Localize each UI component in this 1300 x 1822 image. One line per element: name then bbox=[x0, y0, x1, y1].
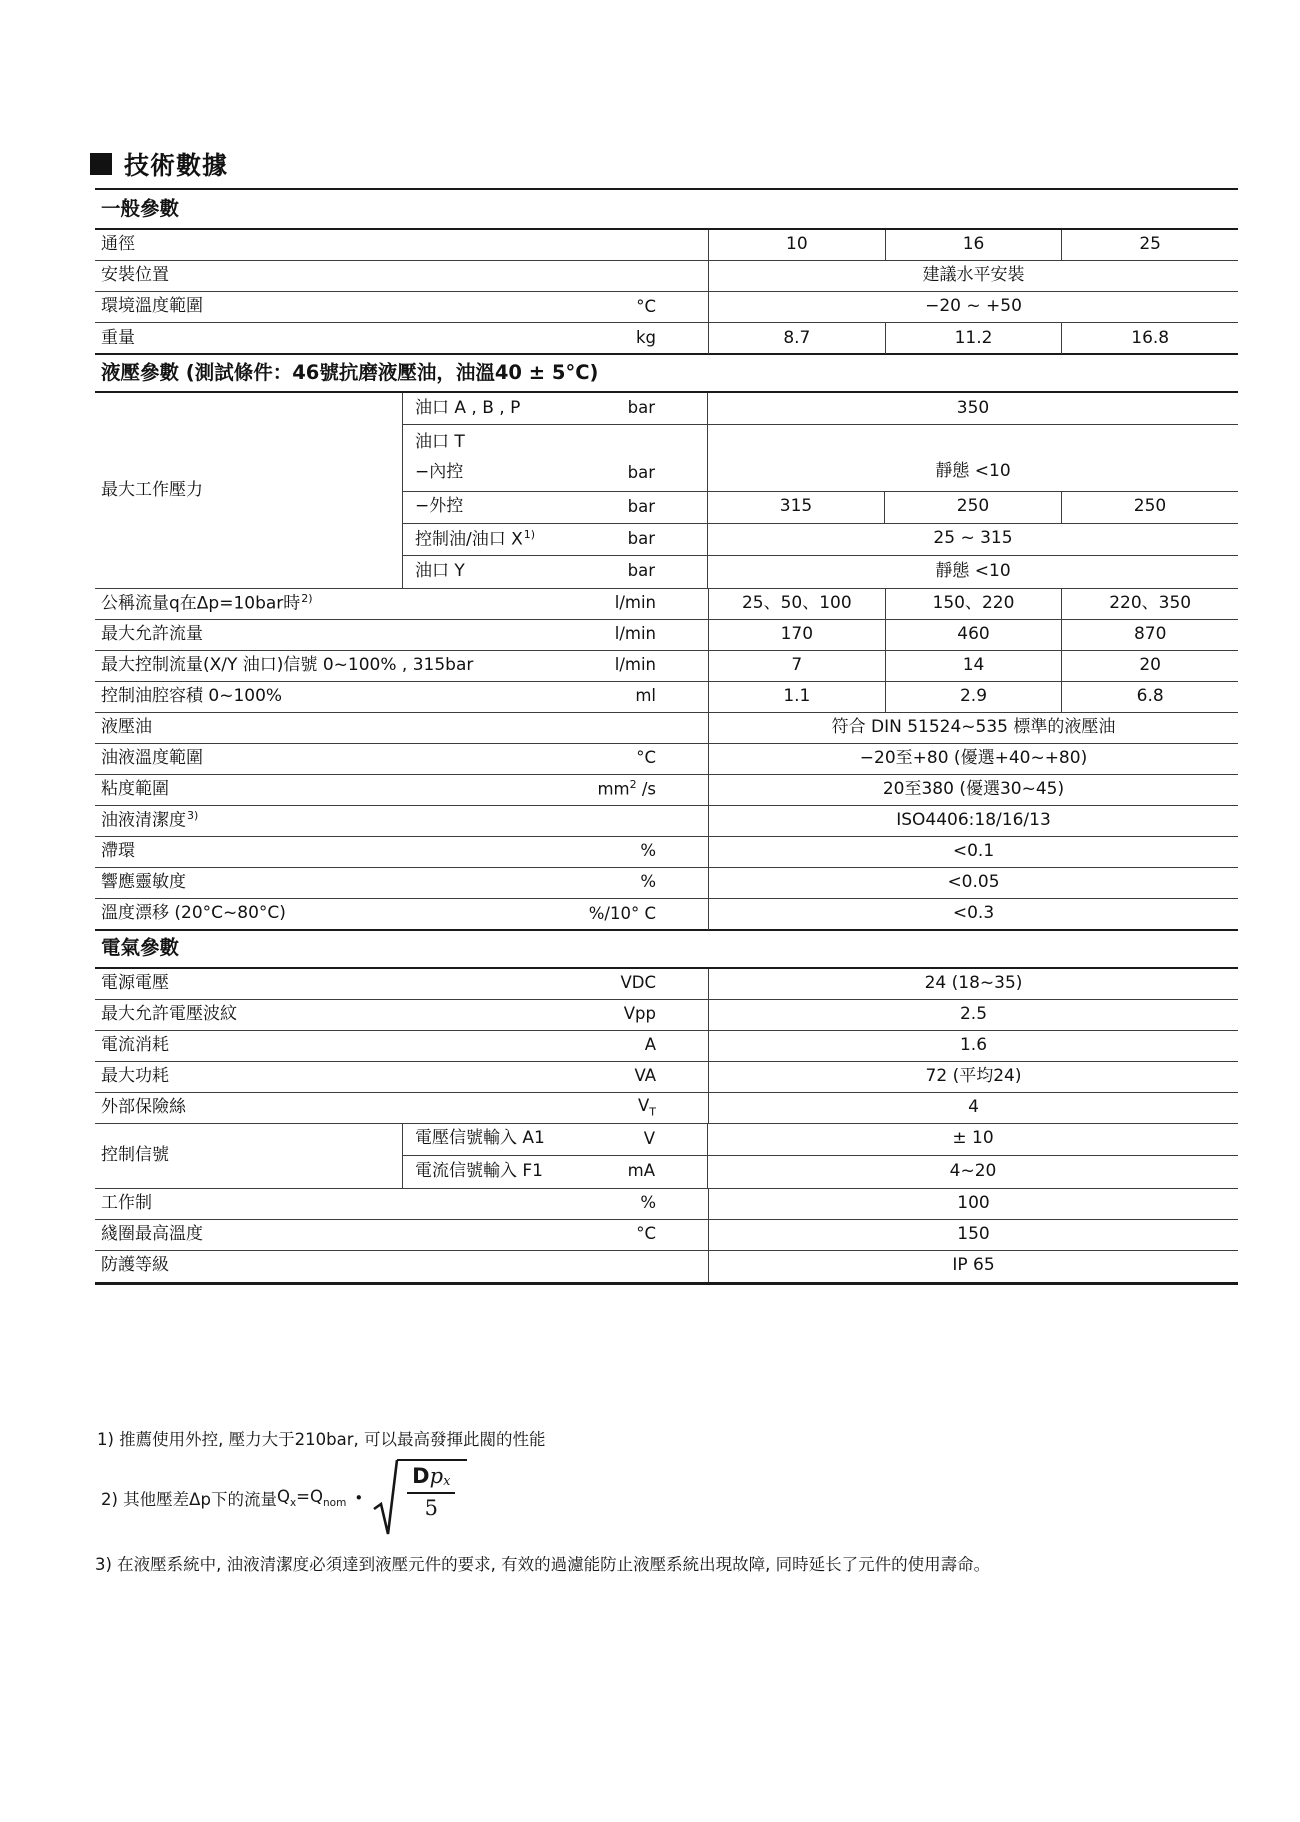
value-cell-span: 2.5 bbox=[959, 1003, 988, 1024]
row-unit: bar bbox=[627, 528, 655, 548]
table-row bbox=[95, 261, 1238, 292]
row-label-cell bbox=[95, 651, 708, 681]
value-cell-span: ± 10 bbox=[952, 1128, 994, 1149]
row-label-text: 綫圈最高溫度 bbox=[101, 1223, 203, 1244]
row-label bbox=[101, 1224, 203, 1245]
row-label-text: 油口 T bbox=[415, 432, 465, 452]
value-cell-span: −20 ~ +50 bbox=[925, 296, 1022, 317]
row-label-cell bbox=[95, 868, 708, 898]
row-label bbox=[101, 779, 169, 800]
value-cell: 220、350 bbox=[1061, 589, 1238, 619]
row-label-cell bbox=[95, 682, 708, 712]
value-cell: 150、220 bbox=[885, 589, 1062, 619]
row-label-cell bbox=[95, 1251, 708, 1282]
table-subrow bbox=[403, 524, 1238, 556]
row-values bbox=[708, 713, 1238, 743]
row-values bbox=[707, 1156, 1238, 1188]
subrow-label-cell bbox=[403, 556, 707, 588]
row-label-text: 電流信號輸入 F1 bbox=[415, 1160, 543, 1181]
fraction-numerator: D p x bbox=[407, 1464, 455, 1494]
row-unit: bar bbox=[627, 561, 655, 581]
value-cell-span: 150 bbox=[957, 1223, 990, 1244]
table-row bbox=[95, 899, 1238, 930]
subrow-label-cell bbox=[403, 1124, 707, 1155]
square-root-formula bbox=[373, 1457, 467, 1539]
row-label-text: 公稱流量q在Δp=10bar時 bbox=[101, 593, 301, 614]
table-subrow bbox=[403, 1124, 1238, 1156]
value-cell: 2.9 bbox=[885, 682, 1062, 712]
row-label bbox=[101, 1193, 152, 1214]
footnote-1: 1) 推薦使用外控, 壓力大于210bar, 可以最高發揮此閥的性能 bbox=[97, 1430, 546, 1449]
section-header bbox=[95, 190, 1238, 230]
row-values bbox=[707, 425, 1238, 491]
row-unit: A bbox=[644, 1035, 656, 1055]
row-label bbox=[101, 655, 473, 676]
row-label-cell bbox=[95, 1093, 708, 1123]
value-cell-span: ISO4406:18/16/13 bbox=[896, 809, 1051, 830]
value-cell: 1.1 bbox=[783, 685, 811, 706]
row-label-cell bbox=[95, 589, 708, 619]
row-label-text: 液壓油 bbox=[101, 716, 152, 737]
row-label-text: 最大允許流量 bbox=[101, 623, 203, 644]
value-cell: 7 bbox=[791, 654, 803, 675]
row-values bbox=[707, 556, 1238, 588]
row-label-text: 溫度漂移 (20°C~80°C) bbox=[101, 903, 286, 924]
row-values bbox=[708, 1251, 1238, 1282]
row-label-text: 控制油/油口 X bbox=[415, 529, 523, 550]
section-header bbox=[95, 353, 1238, 393]
value-cell-span: 20至380 (優選30~45) bbox=[882, 778, 1065, 799]
row-label-text: 油口 A , B , P bbox=[415, 397, 521, 418]
row-values bbox=[708, 230, 1238, 260]
section-header-text: 一般參數 bbox=[101, 196, 180, 220]
row-label-cell bbox=[95, 969, 708, 999]
subrow-label-cell bbox=[403, 393, 707, 424]
row-values bbox=[707, 393, 1238, 424]
row-values bbox=[708, 868, 1238, 898]
row-unit: bar bbox=[627, 398, 655, 418]
row-label-text: 最大功耗 bbox=[101, 1065, 169, 1086]
row-label-cell bbox=[95, 323, 708, 354]
row-label-cell bbox=[95, 744, 708, 774]
subrow-label-cell bbox=[403, 492, 707, 523]
subrow-label-cell bbox=[403, 425, 707, 491]
row-label-cell bbox=[95, 292, 708, 322]
row-values bbox=[708, 969, 1238, 999]
page-title-text: 技術數據 bbox=[124, 151, 229, 180]
flow-formula-lhs: $Q_x=Q_{nom}$ bbox=[276, 1487, 347, 1509]
value-cell-span: 符合 DIN 51524~535 標準的液壓油 bbox=[831, 716, 1116, 737]
row-values bbox=[708, 744, 1238, 774]
row-unit: VDC bbox=[620, 973, 656, 993]
row-label bbox=[101, 1035, 169, 1056]
row-unit: % bbox=[640, 872, 656, 892]
multiply-dot: • bbox=[354, 1489, 364, 1507]
value-cell: 16 bbox=[885, 230, 1062, 260]
row-label-text: 安裝位置 bbox=[101, 265, 169, 286]
section-header-text: 電氣參數 bbox=[101, 936, 180, 960]
row-values bbox=[708, 261, 1238, 291]
row-unit: $mm^2$ /s bbox=[597, 778, 656, 799]
value-cell-span: 25 ~ 315 bbox=[933, 528, 1013, 549]
row-label-text: 油液清潔度 bbox=[101, 810, 186, 831]
row-label bbox=[101, 234, 135, 255]
value-cell-span: 靜態 <10 bbox=[935, 560, 1011, 581]
row-label bbox=[101, 265, 169, 286]
value-cell: 250 bbox=[884, 492, 1061, 523]
group-label-text: 最大工作壓力 bbox=[101, 479, 203, 500]
row-label bbox=[101, 809, 198, 832]
row-label bbox=[101, 1066, 169, 1087]
value-cell-span: 4~20 bbox=[949, 1160, 997, 1181]
row-label bbox=[415, 398, 520, 419]
row-values bbox=[708, 1189, 1238, 1219]
table-row bbox=[95, 620, 1238, 651]
footnote-ref: 1) bbox=[523, 527, 536, 541]
page-title bbox=[90, 146, 228, 182]
subrow-label-line bbox=[415, 432, 655, 453]
group-label-cell bbox=[95, 393, 403, 588]
table-row bbox=[95, 230, 1238, 261]
subrow-label-line bbox=[415, 462, 655, 483]
table-row bbox=[95, 868, 1238, 899]
table-subrow bbox=[403, 556, 1238, 588]
row-label bbox=[415, 1161, 543, 1182]
value-cell-span: 1.6 bbox=[959, 1034, 988, 1055]
table-group-row bbox=[95, 1124, 1238, 1189]
value-cell-span: IP 65 bbox=[952, 1255, 995, 1276]
table-row bbox=[95, 806, 1238, 837]
subrow-label-cell bbox=[403, 1156, 707, 1188]
technical-data-table bbox=[95, 188, 1238, 1285]
row-values bbox=[708, 1093, 1238, 1123]
row-values bbox=[708, 651, 1238, 681]
footnote-2-text: 2) 其他壓差Δp下的流量 bbox=[101, 1490, 277, 1509]
row-unit: l/min bbox=[614, 593, 656, 613]
value-cell: 25 bbox=[1061, 230, 1238, 260]
row-label-text: 工作制 bbox=[101, 1192, 152, 1213]
value-cell-span: <0.05 bbox=[947, 871, 1000, 892]
row-values bbox=[708, 323, 1238, 354]
row-label bbox=[101, 1097, 186, 1118]
row-label-cell bbox=[95, 1031, 708, 1061]
row-label-cell bbox=[95, 1062, 708, 1092]
row-label-cell bbox=[95, 620, 708, 650]
row-label-cell bbox=[95, 230, 708, 260]
row-label-text: 環境溫度範圍 bbox=[101, 296, 203, 317]
table-row bbox=[95, 323, 1238, 354]
row-unit: ml bbox=[635, 686, 656, 706]
table-row bbox=[95, 744, 1238, 775]
row-unit: VA bbox=[634, 1066, 656, 1086]
table-row bbox=[95, 1093, 1238, 1124]
row-values bbox=[707, 492, 1238, 523]
section-header-text: 液壓參數 (測試條件：46號抗磨液壓油，油溫40 ± 5°C) bbox=[101, 360, 599, 384]
row-label bbox=[101, 841, 135, 862]
group-label-cell bbox=[95, 1124, 403, 1188]
row-unit: bar bbox=[627, 496, 655, 516]
table-subrow bbox=[403, 425, 1238, 492]
row-unit: Vpp bbox=[623, 1004, 656, 1024]
value-cell: 870 bbox=[1061, 620, 1238, 650]
table-row bbox=[95, 292, 1238, 323]
value-cell: 10 bbox=[786, 234, 808, 255]
section-header bbox=[95, 929, 1238, 969]
row-label-cell bbox=[95, 775, 708, 805]
group-subrows bbox=[403, 1124, 1238, 1188]
value-cell-span: <0.3 bbox=[952, 903, 995, 924]
radical-sign-icon bbox=[373, 1457, 399, 1539]
value-cell: 250 bbox=[1061, 492, 1238, 523]
row-label bbox=[101, 903, 286, 924]
table-subrow bbox=[403, 393, 1238, 425]
row-unit: °C bbox=[636, 296, 656, 316]
group-subrows bbox=[403, 393, 1238, 588]
footnote-3: 3) 在液壓系統中, 油液清潔度必須達到液壓元件的要求, 有效的過濾能防止液壓系統出現故障, 同時延长了元件的使用壽命。 bbox=[95, 1555, 991, 1574]
value-cell: 14 bbox=[885, 651, 1062, 681]
value-cell-span: 72 (平均24) bbox=[925, 1065, 1022, 1086]
row-values bbox=[708, 682, 1238, 712]
value-cell-span: 4 bbox=[968, 1096, 979, 1117]
value-cell: 460 bbox=[885, 620, 1062, 650]
row-values bbox=[707, 1124, 1238, 1155]
row-label-text: 電源電壓 bbox=[101, 972, 169, 993]
table-row bbox=[95, 651, 1238, 682]
row-label-cell bbox=[95, 1220, 708, 1250]
row-label-cell bbox=[95, 806, 708, 836]
row-label bbox=[415, 496, 463, 517]
row-label bbox=[101, 717, 152, 738]
row-values bbox=[708, 775, 1238, 805]
row-values bbox=[708, 292, 1238, 322]
table-group-row bbox=[95, 393, 1238, 589]
row-unit: mA bbox=[627, 1161, 655, 1181]
row-values bbox=[708, 1062, 1238, 1092]
row-label-text: 電流消耗 bbox=[101, 1034, 169, 1055]
value-cell-span: 靜態 <10 bbox=[935, 461, 1011, 482]
table-row bbox=[95, 1189, 1238, 1220]
row-unit: V bbox=[643, 1128, 655, 1148]
footnote-2 bbox=[101, 1458, 467, 1538]
row-label bbox=[415, 561, 465, 582]
table-row bbox=[95, 1062, 1238, 1093]
row-label-text: 控制油腔容積 0~100% bbox=[101, 685, 283, 706]
value-cell: 25、50、100 bbox=[741, 592, 852, 613]
fraction-denominator: 5 bbox=[424, 1496, 438, 1520]
row-unit: °C bbox=[636, 1224, 656, 1244]
row-label-cell bbox=[95, 1000, 708, 1030]
row-unit: %/10° C bbox=[588, 903, 656, 923]
value-cell: 6.8 bbox=[1061, 682, 1238, 712]
fraction bbox=[397, 1459, 467, 1520]
row-label-text: 電壓信號輸入 A1 bbox=[415, 1128, 545, 1149]
footnote-ref: 2) bbox=[301, 592, 313, 606]
subrow-label-cell bbox=[403, 524, 707, 555]
value-cell: 16.8 bbox=[1061, 323, 1238, 354]
row-unit: $V_T$ bbox=[637, 1095, 656, 1119]
row-unit: l/min bbox=[614, 655, 656, 675]
row-unit: bar bbox=[627, 462, 655, 482]
table-row bbox=[95, 1000, 1238, 1031]
row-label bbox=[415, 528, 535, 551]
row-unit: % bbox=[640, 1193, 656, 1213]
group-label-text: 控制信號 bbox=[101, 1144, 169, 1165]
row-label-text: 油液溫度範圍 bbox=[101, 747, 203, 768]
value-cell: 11.2 bbox=[885, 323, 1062, 354]
row-label-text: 粘度範圍 bbox=[101, 778, 169, 799]
table-row bbox=[95, 837, 1238, 868]
value-cell: 8.7 bbox=[783, 327, 811, 348]
row-label-text: 重量 bbox=[101, 327, 135, 348]
row-label-cell bbox=[95, 837, 708, 867]
row-label bbox=[101, 973, 169, 994]
value-cell-span: 建議水平安裝 bbox=[922, 265, 1025, 286]
table-row bbox=[95, 713, 1238, 744]
row-label-text: 最大控制流量(X/Y 油口)信號 0~100% , 315bar bbox=[101, 654, 474, 675]
row-label bbox=[101, 328, 135, 349]
row-label-text: 外部保險絲 bbox=[101, 1096, 186, 1117]
row-unit: °C bbox=[636, 748, 656, 768]
row-values bbox=[708, 620, 1238, 650]
row-label-cell bbox=[95, 1189, 708, 1219]
row-label bbox=[101, 872, 186, 893]
table-row bbox=[95, 1251, 1238, 1282]
table-row bbox=[95, 589, 1238, 620]
row-label-cell bbox=[95, 261, 708, 291]
row-label-text: 防護等級 bbox=[101, 1255, 169, 1276]
row-label bbox=[101, 592, 313, 615]
value-cell: 20 bbox=[1061, 651, 1238, 681]
row-values bbox=[708, 806, 1238, 836]
value-cell: 170 bbox=[780, 623, 814, 644]
row-values bbox=[708, 837, 1238, 867]
table-subrow bbox=[403, 1156, 1238, 1188]
row-unit: l/min bbox=[614, 624, 656, 644]
row-unit: kg bbox=[635, 328, 656, 348]
row-label bbox=[101, 686, 282, 707]
row-label-text: 滯環 bbox=[101, 840, 135, 861]
row-values bbox=[708, 1220, 1238, 1250]
value-cell-span: 100 bbox=[957, 1192, 990, 1213]
row-unit: % bbox=[640, 841, 656, 861]
row-label bbox=[101, 296, 203, 317]
table-subrow bbox=[403, 492, 1238, 524]
row-label bbox=[101, 1004, 237, 1025]
value-cell: 315 bbox=[779, 496, 813, 517]
row-label-cell bbox=[95, 899, 708, 930]
row-label-text: −外控 bbox=[415, 496, 464, 517]
title-square-icon bbox=[90, 153, 112, 175]
value-cell-span: 24 (18~35) bbox=[924, 972, 1023, 993]
row-values bbox=[708, 589, 1238, 619]
row-label-text: 響應靈敏度 bbox=[101, 871, 186, 892]
row-values bbox=[708, 1000, 1238, 1030]
table-row bbox=[95, 682, 1238, 713]
row-values bbox=[708, 1031, 1238, 1061]
row-label-cell bbox=[95, 713, 708, 743]
table-row bbox=[95, 969, 1238, 1000]
row-label-text: −內控 bbox=[415, 462, 464, 483]
row-label-text: 油口 Y bbox=[415, 560, 465, 581]
row-label-text: 最大允許電壓波紋 bbox=[101, 1003, 237, 1024]
table-row bbox=[95, 1031, 1238, 1062]
row-label bbox=[101, 1255, 169, 1276]
value-cell-span: −20至+80 (優選+40~+80) bbox=[859, 747, 1088, 768]
row-values bbox=[708, 899, 1238, 930]
table-row bbox=[95, 1220, 1238, 1251]
row-label bbox=[415, 1128, 545, 1149]
value-cell-span: <0.1 bbox=[952, 840, 995, 861]
row-values bbox=[707, 524, 1238, 555]
row-label bbox=[101, 624, 203, 645]
value-cell-span: 350 bbox=[956, 397, 990, 418]
footnote-ref: 3) bbox=[187, 809, 199, 823]
table-row bbox=[95, 775, 1238, 806]
row-label-text: 通徑 bbox=[101, 234, 135, 255]
row-label bbox=[101, 748, 203, 769]
